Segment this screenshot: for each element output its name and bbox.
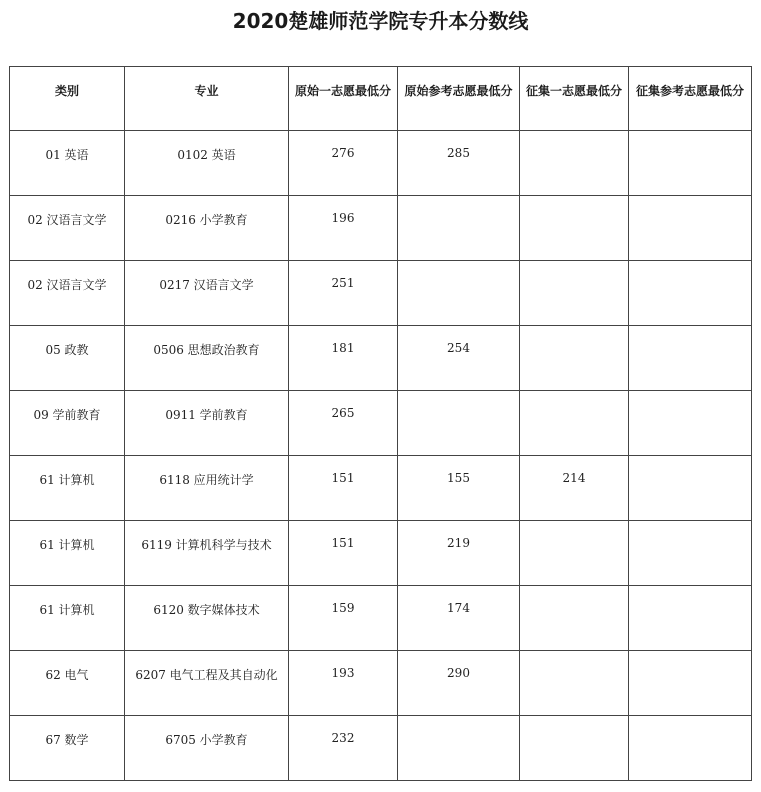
table-row <box>10 586 752 651</box>
cell-category: 67 数学 <box>10 716 125 781</box>
table-row <box>10 261 752 326</box>
cell-original-reference-min <box>398 391 520 456</box>
cell-major: 6120 数字媒体技术 <box>125 586 289 651</box>
header-original-first-choice-min: 原始一志愿最低分 <box>289 67 398 131</box>
table-row <box>10 651 752 716</box>
header-major: 专业 <box>125 67 289 131</box>
cell-original-reference-min <box>398 261 520 326</box>
table-row <box>10 456 752 521</box>
cell-major: 0506 思想政治教育 <box>125 326 289 391</box>
cell-category: 61 计算机 <box>10 586 125 651</box>
table-row <box>10 196 752 261</box>
cell-original-reference-min: 174 <box>398 586 520 651</box>
cell-category: 09 学前教育 <box>10 391 125 456</box>
cell-supplementary-first-min <box>520 716 629 781</box>
cell-supplementary-reference-min <box>629 716 752 781</box>
cell-category: 05 政教 <box>10 326 125 391</box>
table-row <box>10 521 752 586</box>
table-row <box>10 326 752 391</box>
cell-category: 02 汉语言文学 <box>10 196 125 261</box>
cell-original-reference-min: 219 <box>398 521 520 586</box>
cell-major: 6118 应用统计学 <box>125 456 289 521</box>
cell-major: 0911 学前教育 <box>125 391 289 456</box>
table-row <box>10 716 752 781</box>
cell-major: 0216 小学教育 <box>125 196 289 261</box>
cell-original-first-min: 193 <box>289 651 398 716</box>
score-table <box>9 66 752 781</box>
cell-original-reference-min: 285 <box>398 131 520 196</box>
cell-supplementary-first-min <box>520 196 629 261</box>
cell-category: 61 计算机 <box>10 456 125 521</box>
cell-supplementary-first-min <box>520 261 629 326</box>
cell-original-first-min: 151 <box>289 521 398 586</box>
cell-major: 0102 英语 <box>125 131 289 196</box>
cell-supplementary-reference-min <box>629 131 752 196</box>
table-row <box>10 391 752 456</box>
cell-supplementary-reference-min <box>629 261 752 326</box>
cell-supplementary-first-min <box>520 326 629 391</box>
cell-original-reference-min <box>398 716 520 781</box>
cell-major: 6705 小学教育 <box>125 716 289 781</box>
cell-supplementary-reference-min <box>629 326 752 391</box>
cell-original-reference-min <box>398 196 520 261</box>
cell-original-reference-min: 254 <box>398 326 520 391</box>
cell-supplementary-first-min <box>520 651 629 716</box>
table-row <box>10 131 752 196</box>
cell-major: 0217 汉语言文学 <box>125 261 289 326</box>
cell-supplementary-first-min: 214 <box>520 456 629 521</box>
cell-original-first-min: 181 <box>289 326 398 391</box>
cell-category: 01 英语 <box>10 131 125 196</box>
cell-original-first-min: 232 <box>289 716 398 781</box>
cell-supplementary-reference-min <box>629 521 752 586</box>
header-supplementary-first-choice-min: 征集一志愿最低分 <box>520 67 629 131</box>
page-title: 2020楚雄师范学院专升本分数线 <box>232 9 529 33</box>
cell-original-first-min: 151 <box>289 456 398 521</box>
cell-supplementary-reference-min <box>629 651 752 716</box>
cell-major: 6119 计算机科学与技术 <box>125 521 289 586</box>
cell-supplementary-first-min <box>520 586 629 651</box>
cell-supplementary-first-min <box>520 521 629 586</box>
cell-supplementary-reference-min <box>629 196 752 261</box>
cell-supplementary-first-min <box>520 131 629 196</box>
cell-category: 61 计算机 <box>10 521 125 586</box>
cell-original-reference-min: 290 <box>398 651 520 716</box>
cell-major: 6207 电气工程及其自动化 <box>125 651 289 716</box>
cell-category: 62 电气 <box>10 651 125 716</box>
cell-category: 02 汉语言文学 <box>10 261 125 326</box>
header-supplementary-reference-choice-min: 征集参考志愿最低分 <box>629 67 752 131</box>
header-category: 类别 <box>10 67 125 131</box>
header-original-reference-choice-min: 原始参考志愿最低分 <box>398 67 520 131</box>
cell-supplementary-reference-min <box>629 586 752 651</box>
cell-original-first-min: 251 <box>289 261 398 326</box>
cell-supplementary-reference-min <box>629 456 752 521</box>
header-row <box>10 67 752 131</box>
cell-original-first-min: 196 <box>289 196 398 261</box>
cell-original-first-min: 276 <box>289 131 398 196</box>
cell-supplementary-first-min <box>520 391 629 456</box>
cell-original-first-min: 265 <box>289 391 398 456</box>
cell-original-reference-min: 155 <box>398 456 520 521</box>
cell-supplementary-reference-min <box>629 391 752 456</box>
cell-original-first-min: 159 <box>289 586 398 651</box>
